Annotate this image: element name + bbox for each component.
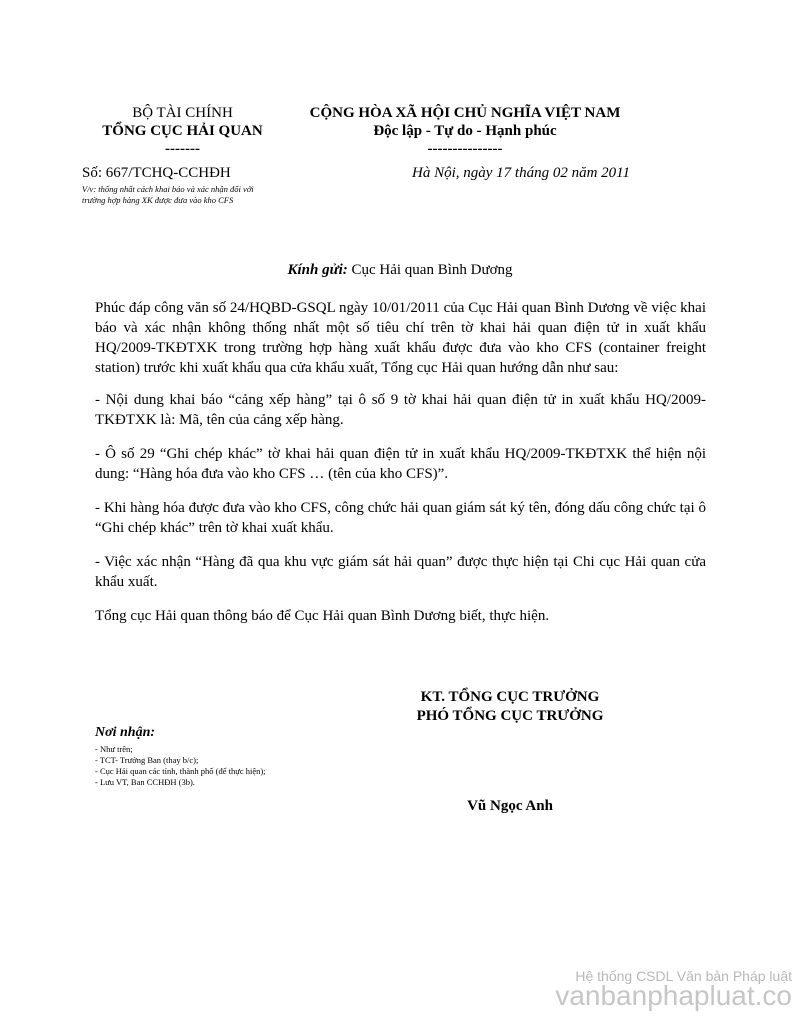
- body-paragraph: - Khi hàng hóa được đưa vào kho CFS, công chức hải quan giám sát ký tên, đóng dấu công chức tại ô “Ghi chép khác” trên tờ khai xuất khẩu.: [95, 500, 706, 536]
- recipient-item: - Lưu VT, Ban CCHĐH (3b).: [95, 777, 195, 787]
- country-name: CỘNG HÒA XÃ HỘI CHỦ NGHĨA VIỆT NAM: [309, 105, 621, 121]
- recipients-list: [95, 744, 266, 788]
- national-title-block: [295, 104, 635, 158]
- body-paragraph: - Ô số 29 “Ghi chép khác” tờ khai hải quan điện tử in xuất khẩu HQ/2009-TKĐTXK thể hiện nội dung: “Hàng hóa đưa vào kho CFS … (tên của kho CFS)”.: [95, 446, 706, 482]
- recipient-item: - Cục Hải quan các tỉnh, thành phố (để thực hiện);: [95, 766, 266, 776]
- national-motto: Độc lập - Tự do - Hạnh phúc: [373, 123, 557, 139]
- watermark-caption: Hệ thống CSDL Văn bản Pháp luật: [575, 968, 792, 984]
- signature-line-1: KT. TỔNG CỤC TRƯỞNG: [420, 689, 600, 705]
- ministry-name: BỘ TÀI CHÍNH: [132, 105, 233, 121]
- document-subject: V/v: thống nhất cách khai báo và xác nhận đối với trường hợp hàng XK được đưa vào kho CFS: [82, 184, 254, 205]
- department-name: TỔNG CỤC HẢI QUAN: [102, 123, 263, 139]
- recipient-item: - TCT- Trưởng Ban (thay b/c);: [95, 755, 199, 765]
- signer-name: Vũ Ngọc Anh: [467, 798, 553, 814]
- document-date: Hà Nội, ngày 17 tháng 02 năm 2011: [412, 165, 631, 181]
- signature-line-2: PHÓ TỔNG CỤC TRƯỞNG: [416, 708, 604, 724]
- body-paragraph: - Nội dung khai báo “cảng xếp hàng” tại ô số 9 tờ khai hải quan điện tử in xuất khẩu HQ/2009-TKĐTXK là: Mã, tên của cảng xếp hàng.: [95, 392, 706, 428]
- motto-divider: ---------------: [427, 141, 503, 157]
- signature-title: [380, 688, 640, 726]
- recipient-item: - Như trên;: [95, 744, 133, 754]
- greeting-label: Kính gửi:: [287, 262, 348, 278]
- body-paragraph: Phúc đáp công văn số 24/HQBD-GSQL ngày 10/01/2011 của Cục Hải quan Bình Dương về việc khai báo và xác nhận không thống nhất một số tiêu chí trên tờ khai hải quan điện tử in xuất khẩu HQ/2009-TKĐTXK trong trường hợp hàng xuất khẩu được đưa vào kho CFS (container freight station) trước khi xuất khẩu qua cửa khẩu xuất, Tổng cục Hải quan hướng dẫn như sau:: [95, 300, 706, 376]
- watermark-site: vanbanphapluat.co: [555, 980, 792, 1011]
- greeting-line: [0, 262, 800, 279]
- body-paragraph: - Việc xác nhận “Hàng đã qua khu vực giám sát hải quan” được thực hiện tại Chi cục Hải quan cửa khẩu xuất.: [95, 554, 706, 590]
- body-paragraph: Tổng cục Hải quan thông báo để Cục Hải quan Bình Dương biết, thực hiện.: [95, 608, 550, 624]
- issuer-block: [80, 104, 285, 158]
- greeting-recipient: Cục Hải quan Bình Dương: [347, 262, 513, 278]
- document-number: Số: 667/TCHQ-CCHĐH: [82, 165, 231, 181]
- issuer-divider: -------: [165, 141, 200, 157]
- recipients-heading: Nơi nhận:: [95, 725, 156, 740]
